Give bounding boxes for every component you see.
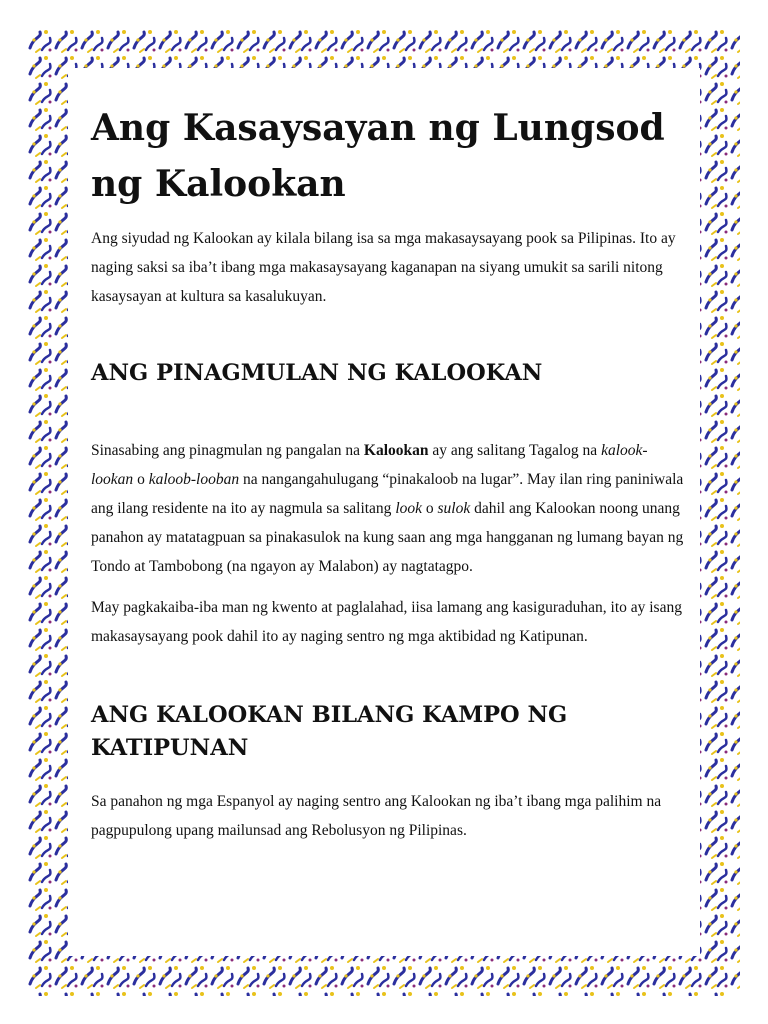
section2-paragraph-1: Sa panahon ng mga Espanyol ay naging sentro ang Kalookan ng iba’t ibang mga palihim na pagpupulong upang mailunsad ang Rebolusyon ng Pilipinas. (91, 793, 662, 839)
section-heading-pinagmulan: ANG PINAGMULAN NG KALOOKAN (91, 360, 543, 386)
italic-term: kalook-lookan (91, 442, 648, 488)
section1-paragraph-2: May pagkakaiba-iba man ng kwento at paglalahad, iisa lamang ang kasiguraduhan, ito ay isang makasaysayang pook dahil ito ay naging sentro ng mga aktibidad ng Katipunan. (91, 599, 682, 645)
intro-paragraph: Ang siyudad ng Kalookan ay kilala bilang isa sa mga makasaysayang pook sa Pilipinas. Ito ay naging saksi sa iba’t ibang mga makasaysayang kaganapan na siyang umukit sa sarili nitong kasaysayan at kultura sa kasalukuyan. (91, 230, 676, 305)
section-heading-kampo: ANG KALOOKAN BILANG KAMPO NG KATIPUNAN (91, 702, 568, 761)
page-title: Ang Kasaysayan ng Lungsod ng Kalookan (91, 107, 665, 205)
section1-paragraph-1: Sinasabing ang pinagmulan ng pangalan na Kalookan ay ang salitang Tagalog na kalook-lookan o kaloob-looban na nangangahulugang “pinakaloob na lugar”. May ilan ring paniniwala ang ilang residente na ito ay nagmula sa salitang look o sulok dahil ang Kalookan noong unang panahon ay matatagpuan sa pinakasulok na kung saan ang mga hangganan ng lumang bayan ng Tondo at Tambobong (na ngayon ay Malabon) ay nagtatagpo. (91, 442, 684, 575)
document-body (91, 100, 687, 857)
italic-term: kaloob-looban (148, 471, 240, 488)
italic-term: look (395, 500, 422, 517)
bold-term: Kalookan (363, 442, 429, 459)
italic-term: sulok (437, 500, 471, 517)
